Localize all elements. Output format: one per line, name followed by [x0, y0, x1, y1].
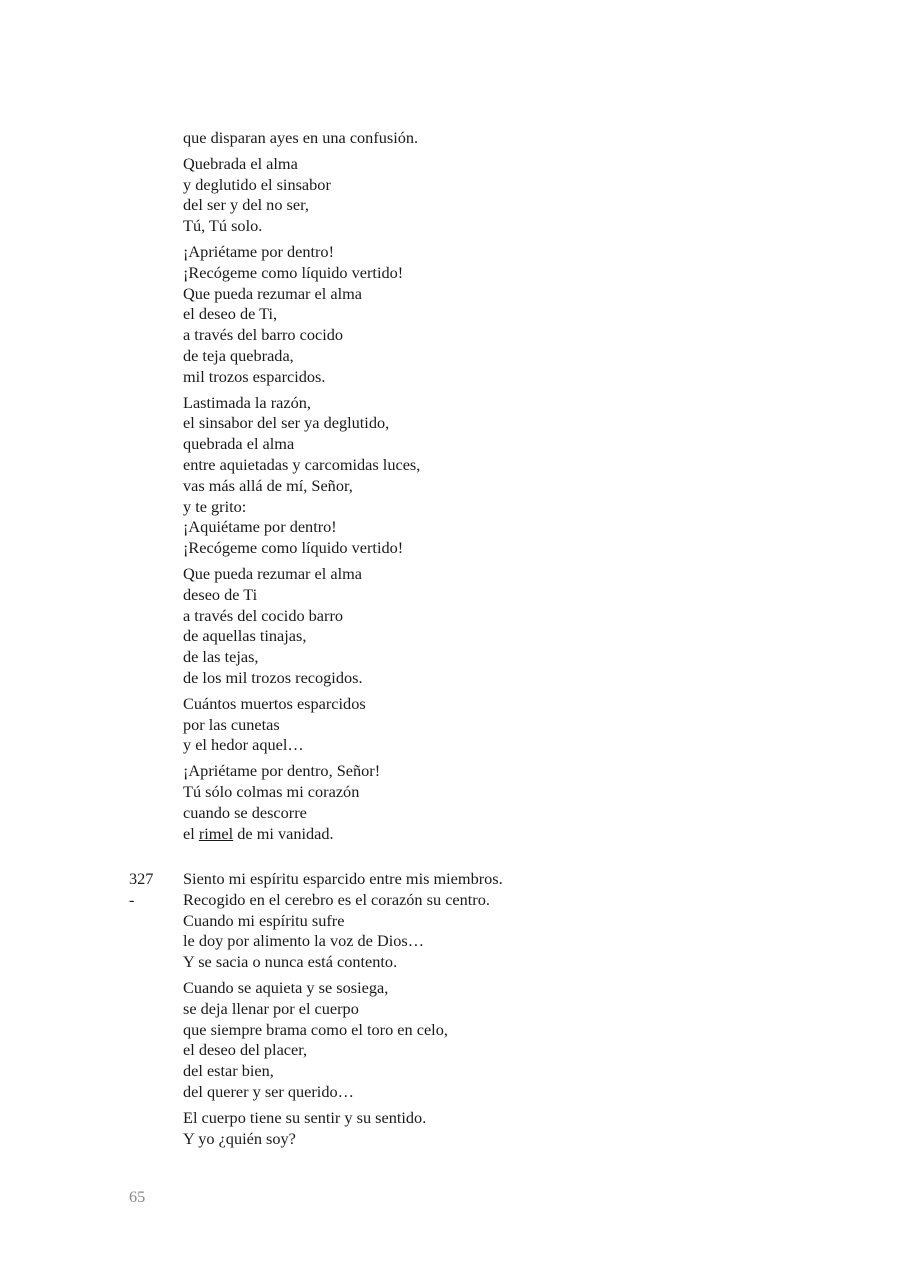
verse-line: el deseo del placer,	[183, 1040, 308, 1060]
verse-line: el sinsabor del ser ya deglutido,	[183, 413, 390, 433]
verse-line: del estar bien,	[183, 1061, 274, 1081]
underlined-word: rimel	[198, 823, 234, 843]
verse-line: el deseo de Ti,	[183, 304, 278, 324]
verse-line: del ser y del no ser,	[183, 195, 309, 215]
verse-line: El cuerpo tiene su sentir y su sentido.	[183, 1107, 427, 1127]
verse-line: y deglutido el sinsabor	[183, 174, 331, 194]
verse-line: Cuántos muertos esparcidos	[183, 693, 366, 713]
verse-line: deseo de Ti	[183, 584, 258, 604]
stanza	[183, 869, 503, 973]
text: el	[183, 823, 199, 843]
verse-line	[183, 824, 420, 845]
verse-line: ¡Recógeme como líquido vertido!	[183, 538, 404, 558]
verse-line: Que pueda rezumar el alma	[183, 283, 362, 303]
verse-line: Recogido en el cerebro es el corazón su centro.	[183, 889, 490, 909]
stanza	[183, 978, 503, 1103]
stanza	[183, 564, 420, 689]
poem-body	[183, 869, 503, 1154]
stanza	[183, 1108, 503, 1150]
verse-line: a través del barro cocido	[183, 325, 344, 345]
verse-line: quebrada el alma	[183, 434, 295, 454]
stanza	[183, 154, 420, 237]
verse-line: y te grito:	[183, 496, 247, 516]
verse-line: Tú, Tú solo.	[183, 216, 263, 236]
verse-line: Y se sacia o nunca está contento.	[183, 952, 398, 972]
verse-line: Tú sólo colmas mi corazón	[183, 781, 360, 801]
verse-line: del querer y ser querido…	[183, 1081, 354, 1101]
poem-continuation	[183, 128, 420, 849]
verse-line: se deja llenar por el cuerpo	[183, 998, 359, 1018]
verse-line: Quebrada el alma	[183, 153, 298, 173]
stanza	[183, 694, 420, 756]
verse-line: vas más allá de mí, Señor,	[183, 475, 353, 495]
verse-line: ¡Aquiétame por dentro!	[183, 517, 337, 537]
stanza	[183, 242, 420, 388]
page-number: 65	[129, 1187, 146, 1206]
stanza	[183, 761, 420, 844]
verse-line: de teja quebrada,	[183, 345, 294, 365]
verse-line: de los mil trozos recogidos.	[183, 667, 363, 687]
verse-line: por las cunetas	[183, 714, 280, 734]
verse-line: ¡Recógeme como líquido vertido!	[183, 262, 404, 282]
verse-line: Y yo ¿quién soy?	[183, 1128, 296, 1148]
verse-line: de aquellas tinajas,	[183, 626, 307, 646]
verse-line: que disparan ayes en una confusión.	[183, 128, 419, 147]
verse-line: a través del cocido barro	[183, 605, 344, 625]
verse-line: Lastimada la razón,	[183, 392, 311, 412]
verse-line: le doy por alimento la voz de Dios…	[183, 931, 424, 951]
verse-line: Siento mi espíritu esparcido entre mis miembros.	[183, 869, 503, 888]
verse-line: y el hedor aquel…	[183, 735, 304, 755]
verse-line: que siempre brama como el toro en celo,	[183, 1019, 448, 1039]
verse-line: entre aquietadas y carcomidas luces,	[183, 454, 421, 474]
stanza	[183, 128, 420, 149]
verse-line: ¡Apriétame por dentro, Señor!	[183, 761, 381, 781]
stanza	[183, 393, 420, 559]
verse-line: Que pueda rezumar el alma	[183, 563, 362, 583]
poem-number: 327 -	[129, 869, 154, 909]
verse-line: cuando se descorre	[183, 802, 307, 822]
verse-line: Cuando mi espíritu sufre	[183, 910, 345, 930]
verse-line: ¡Apriétame por dentro!	[183, 241, 334, 261]
verse-line: Cuando se aquieta y se sosiega,	[183, 977, 389, 997]
text: de mi vanidad.	[233, 823, 334, 843]
verse-line: mil trozos esparcidos.	[183, 366, 326, 386]
verse-line: de las tejas,	[183, 647, 259, 667]
